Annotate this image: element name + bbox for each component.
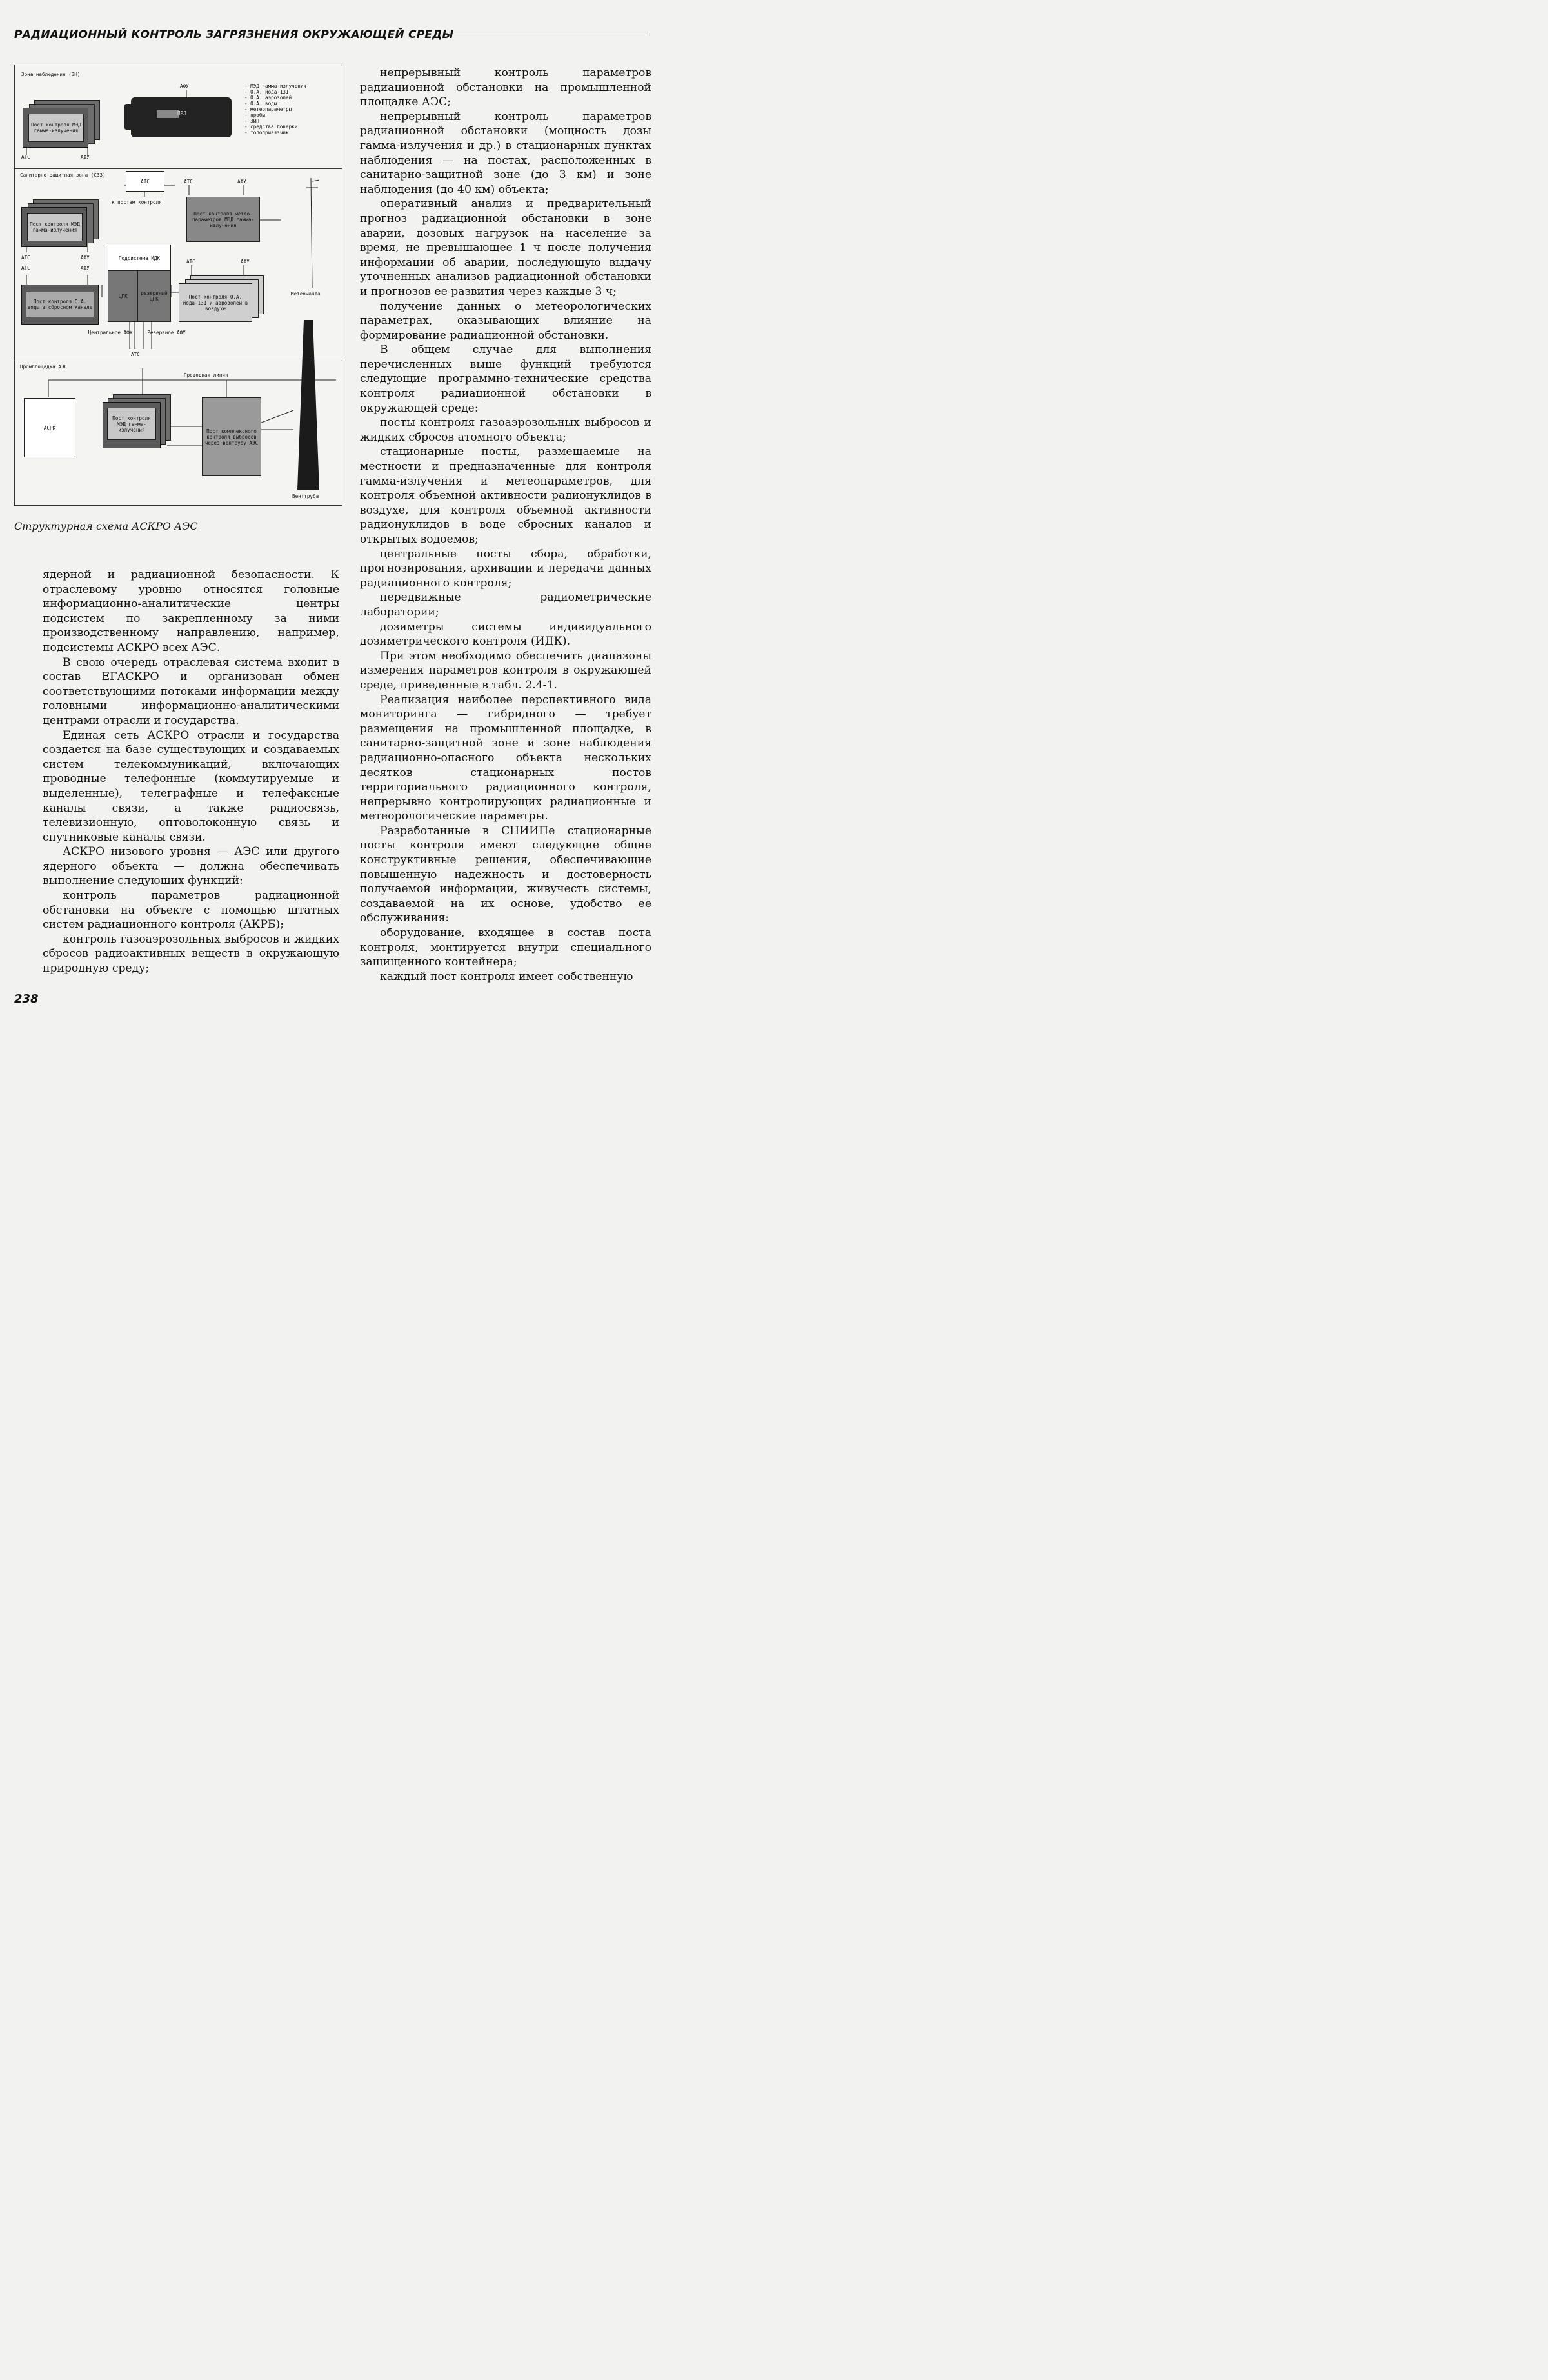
paragraph: получение данных о метеорологических параметрах, оказывающих влияние на формирование радиационной обстановки. xyxy=(360,299,651,342)
afu-label: АФУ xyxy=(237,179,246,185)
prl-label: ПРЛ xyxy=(177,110,186,116)
cpk-reserve-note: резервный xyxy=(141,290,168,296)
cpk-main: ЦПК xyxy=(108,270,139,322)
meteo-mast-label: Метеомачта xyxy=(291,291,321,297)
paragraph: Единая сеть АСКРО отрасли и государства создается на базе существующих и создаваемых систем телекоммуникаций, включающих проводные телефонные (коммутируемые и выделенные), телеграфные и телефаксные каналы связи, а также радиосвязь, телевизионную, оптоволоконную связь и спутниковые каналы связи. xyxy=(43,728,339,844)
paragraph: В свою очередь отраслевая система входит в состав ЕГАСКРО и организован обмен соответствующими потоками информации между головными информационно-аналитическими центрами отрасли и государства. xyxy=(43,655,339,727)
paragraph: Реализация наиболее перспективного вида мониторинга — гибридного — требует размещения на промышленной площадке, в санитарно-защитной зоне и зоне наблюдения радиационно-опасного объекта нескольких десятков стационарных постов территориального радиационного контроля, непрерывно контролирующих радиационные и метеорологические параметры. xyxy=(360,693,651,823)
ats-label: АТС xyxy=(21,255,30,261)
ats-central: АТС xyxy=(126,171,164,192)
legend-item: - О.А. воды xyxy=(244,101,277,106)
ats-label: АТС xyxy=(186,259,195,265)
ats-label: АТС xyxy=(184,179,193,185)
paragraph: стационарные посты, размещаемые на местности и предназначенные для контроля гамма-излучения и метеопараметров, для контроля объемной активности радионуклидов в воздухе, для контроля объемной активности радионуклидов в воде сбросных каналов и открытых водоемов; xyxy=(360,445,651,546)
legend-item: - метеопараметры xyxy=(244,106,292,112)
post-water xyxy=(21,285,99,325)
post-med-zn-label: Пост контроля МЭД гамма-излучения xyxy=(28,114,84,142)
text-column-right xyxy=(360,66,651,984)
afu-label: АФУ xyxy=(81,265,90,271)
post-complex: Пост комплексного контроля выбросов через вентрубу АЭС xyxy=(202,397,261,476)
paragraph: ядерной и радиационной безопасности. К отраслевому уровню относятся головные информационно-аналитические центры подсистем по закрепленному за ними производственному направлению, например, подсистемы АСКРО всех АЭС. xyxy=(43,568,339,654)
central-afu-label: Центральное АФУ xyxy=(88,330,133,335)
cpk-reserve xyxy=(137,270,171,322)
post-med-zn xyxy=(23,108,88,148)
paragraph: непрерывный контроль параметров радиационной обстановки на промышленной площадке АЭС; xyxy=(360,66,651,109)
legend-item: - О.А. аэрозолей xyxy=(244,95,292,101)
paragraph: АСКРО низового уровня — АЭС или другого ядерного объекта — должна обеспечивать выполнение следующих функций: xyxy=(43,845,339,888)
vent-label: Венттруба xyxy=(292,494,319,499)
paragraph: передвижные радиометрические лаборатории; xyxy=(360,591,651,619)
afu-label: АФУ xyxy=(241,259,250,265)
paragraph: дозиметры системы индивидуального дозиметрического контроля (ИДК). xyxy=(360,620,651,648)
paragraph: контроль параметров радиационной обстановки на объекте с помощью штатных систем радиационного контроля (АКРБ); xyxy=(43,889,339,932)
askro-diagram xyxy=(14,65,342,506)
reserve-afu-label: Резервное АФУ xyxy=(147,330,186,335)
askr-box: АСРК xyxy=(24,398,75,457)
legend-item: - топопривязчик xyxy=(244,130,289,135)
paragraph: центральные посты сбора, обработки, прогнозирования, архивации и передачи данных радиационного контроля; xyxy=(360,547,651,590)
paragraph: Разработанные в СНИИПе стационарные посты контроля имеют следующие общие конструктивные решения, обеспечивающие повышенную надежность и достоверность получаемой информации, живучесть системы, создаваемой на их основе, удобство ее обслуживания: xyxy=(360,824,651,925)
legend-list xyxy=(244,83,306,135)
ats-label: АТС xyxy=(131,352,140,357)
paragraph: контроль газоаэрозольных выбросов и жидких сбросов радиоактивных веществ в окружающую природную среду; xyxy=(43,932,339,975)
post-med-prom xyxy=(103,402,161,448)
afu-label: АФУ xyxy=(81,255,90,261)
paragraph: каждый пост контроля имеет собственную xyxy=(380,970,633,983)
zone-industrial-label: Промплощадка АЭС xyxy=(20,364,68,370)
post-med-prom-label: Пост контроля МЭД гамма-излучения xyxy=(107,408,156,440)
post-med-szz xyxy=(21,207,87,247)
page-number: 238 xyxy=(14,992,39,1006)
zone-sanitary-label: Санитарно-защитная зона (СЗЗ) xyxy=(20,172,106,178)
post-iodine: Пост контроля О.А. йода-131 и аэрозолей в воздухе xyxy=(179,283,252,322)
legend-item: - средства поверки xyxy=(244,124,298,130)
paragraph: оперативный анализ и предварительный прогноз радиационной обстановки в зоне аварии, дозовых нагрузок на население за время, не превышающее 1 ч после получения информации об аварии, последующую выдачу уточненных анализов радиационной обстановки и прогнозов ее развития через каждые 3 ч; xyxy=(360,197,651,298)
wire-line-label: Проводная линия xyxy=(184,372,228,378)
zone-divider xyxy=(15,168,342,169)
ats-label: АТС xyxy=(21,154,30,160)
idk-subsystem: Подсистема ИДК xyxy=(108,245,171,272)
ats-label: АТС xyxy=(21,265,30,271)
post-med-szz-label: Пост контроля МЭД гамма-излучения xyxy=(27,213,83,241)
to-posts-label: к постам контроля xyxy=(112,199,162,205)
paragraph: посты контроля газоаэрозольных выбросов и жидких сбросов атомного объекта; xyxy=(360,416,651,444)
paragraph: оборудование, входящее в состав поста контроля, монтируется внутри специального защищенного контейнера; xyxy=(360,926,651,969)
vent-stack-shape xyxy=(297,320,319,490)
afu-label: АФУ xyxy=(180,83,189,89)
paragraph: В общем случае для выполнения перечисленных выше функций требуются следующие программно-технические средства контроля радиационной обстановки в окружающей среде: xyxy=(360,343,651,415)
paragraph: При этом необходимо обеспечить диапазоны измерения параметров контроля в окружающей среде, приведенные в табл. 2.4-1. xyxy=(360,649,651,692)
post-water-label: Пост контроля О.А. воды в сбросном канале xyxy=(26,292,94,317)
post-meteo: Пост контроля метео-параметров МЭД гамма-излучения xyxy=(186,197,260,242)
zone-observation-label: Зона наблюдения (ЗН) xyxy=(21,72,81,77)
figure-caption: Структурная схема АСКРО АЭС xyxy=(14,520,198,532)
text-column-left xyxy=(43,568,339,976)
legend-item: - МЭД гамма-излучения xyxy=(244,83,307,89)
legend-item: - О.А. йода-131 xyxy=(244,89,289,95)
legend-item: - пробы xyxy=(244,112,266,118)
afu-label: АФУ xyxy=(81,154,90,160)
legend-item: - ЗИП xyxy=(244,118,259,124)
running-header-title: РАДИАЦИОННЫЙ КОНТРОЛЬ ЗАГРЯЗНЕНИЯ ОКРУЖАЮЩЕЙ СРЕДЫ xyxy=(14,28,454,41)
paragraph: непрерывный контроль параметров радиационной обстановки (мощность дозы гамма-излучения и др.) в стационарных пунктах наблюдения — на постах, расположенных в санитарно-защитной зоне (до 3 км) и зоне наблюдения (до 40 км) объекта; xyxy=(360,110,651,196)
cpk-reserve-label: ЦПК xyxy=(150,296,159,302)
running-header xyxy=(14,28,650,43)
